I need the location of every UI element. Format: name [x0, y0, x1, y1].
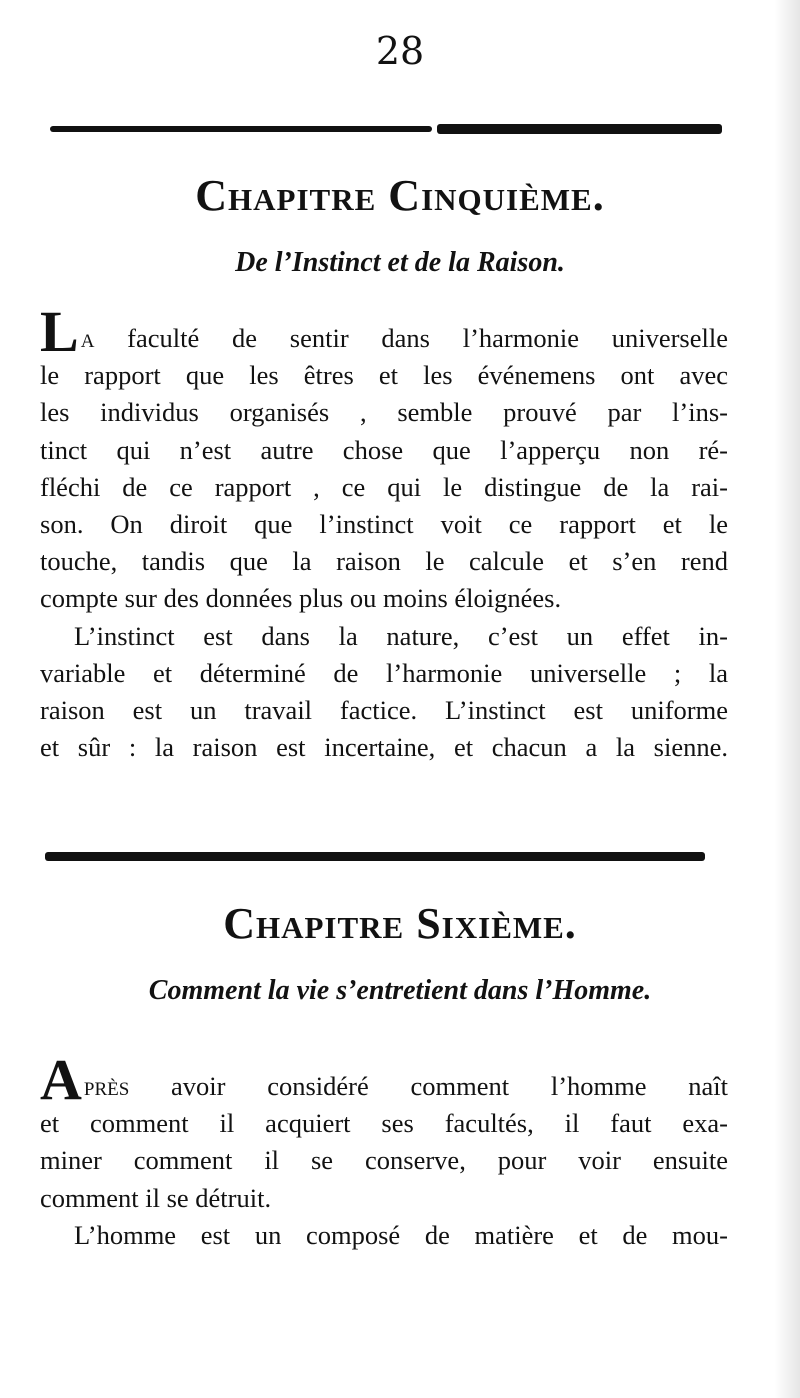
- body-line: comment il se détruit.: [40, 1182, 272, 1213]
- first-word-rest: près: [83, 1071, 130, 1101]
- body-line: variable et déterminé de l’harmonie universelle ; la: [40, 657, 728, 688]
- first-word-rest: a: [80, 323, 95, 353]
- body-line: raison est un travail factice. L’instinct est uniforme: [40, 694, 728, 725]
- body-line: L’homme est un composé de matière et de mou-: [74, 1219, 728, 1250]
- chapter-6-title: Chapitre Sixième.: [223, 899, 577, 948]
- chapter-5-title: Chapitre Cinquième.: [195, 171, 605, 220]
- body-line: le rapport que les êtres et les événemens ont avec: [40, 360, 728, 391]
- section-divider-rule: [45, 852, 705, 861]
- body-line: touche, tandis que la raison le calcule et s’en rend: [40, 546, 728, 577]
- body-line: son. On diroit que l’instinct voit ce rapport et le: [40, 508, 728, 539]
- body-line: [40, 299, 728, 364]
- chapter-5-body: [40, 299, 728, 766]
- body-line: et comment il acquiert ses facultés, il faut exa-: [40, 1108, 728, 1139]
- drop-cap: L: [40, 299, 79, 364]
- drop-cap: A: [40, 1047, 82, 1112]
- chapter-6-subtitle: Comment la vie s’entretient dans l’Homme.: [148, 975, 652, 1006]
- page-number: 28: [375, 29, 425, 73]
- body-line-text: faculté de sentir dans l’harmonie universelle: [127, 323, 728, 353]
- body-line: miner comment il se conserve, pour voir ensuite: [40, 1145, 728, 1176]
- header-rule-right: [437, 124, 722, 134]
- body-line-text: avoir considéré comment l’homme naît: [171, 1071, 728, 1101]
- body-line: et sûr : la raison est incertaine, et chacun a la sienne.: [40, 732, 728, 763]
- chapter-5-subtitle: De l’Instinct et de la Raison.: [235, 247, 565, 278]
- header-rule-left: [50, 126, 432, 132]
- body-line: fléchi de ce rapport , ce qui le distingue de la rai-: [40, 471, 728, 502]
- body-line: [40, 1047, 728, 1112]
- body-line: tinct qui n’est autre chose que l’apperçu non ré-: [40, 434, 728, 465]
- chapter-6-body: [40, 1047, 728, 1254]
- body-line: les individus organisés , semble prouvé par l’ins-: [40, 397, 728, 428]
- body-line: L’instinct est dans la nature, c’est un effet in-: [74, 620, 728, 651]
- body-line: compte sur des données plus ou moins éloignées.: [40, 583, 562, 614]
